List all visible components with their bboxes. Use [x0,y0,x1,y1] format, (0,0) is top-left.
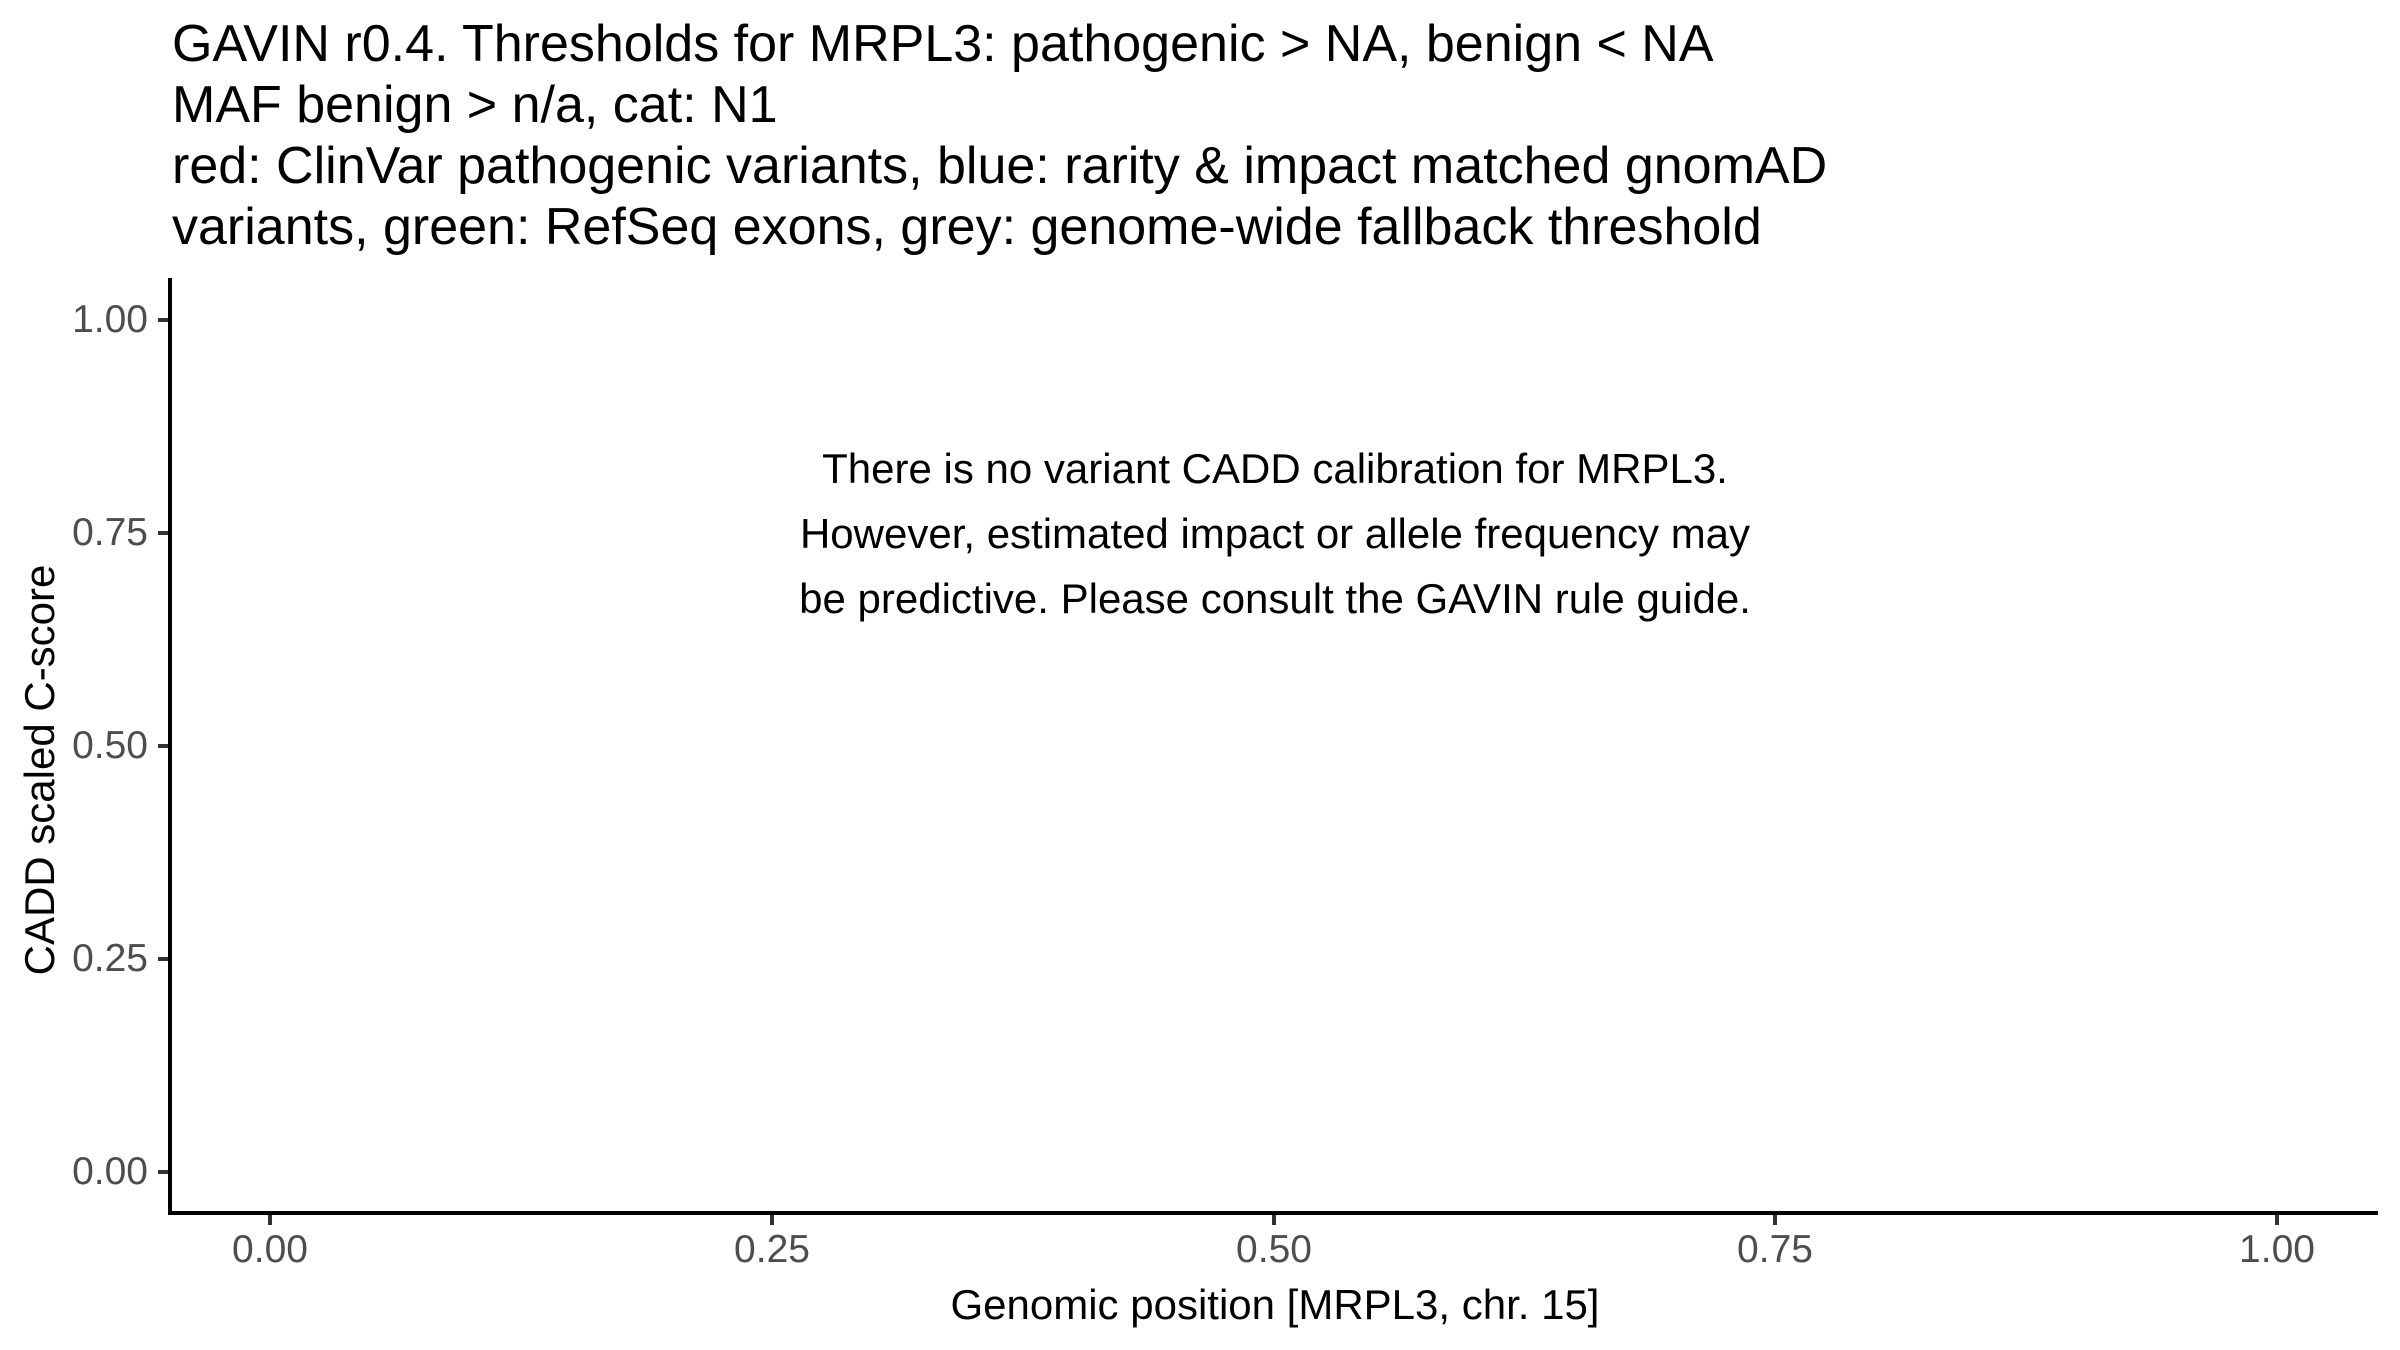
x-tick-label-0.75: 0.75 [1737,1228,1813,1271]
no-calibration-annotation [170,436,2380,631]
annotation-line-2: However, estimated impact or allele frequency may [799,510,1751,557]
annotation-line-1: There is no variant CADD calibration for MRPL3. [822,445,1728,492]
x-tick-mark-0.00 [268,1215,272,1225]
y-tick-mark-0.75 [158,531,168,535]
y-tick-label-1.00: 1.00 [72,298,148,341]
plot-title-line-3: red: ClinVar pathogenic variants, blue: rarity & impact matched gnomAD [172,137,1828,195]
y-tick-label-0.25: 0.25 [72,937,148,980]
plot-panel [170,278,2378,1213]
y-tick-label-0.75: 0.75 [72,511,148,554]
plot-title-line-2: MAF benign > n/a, cat: N1 [172,76,778,134]
x-tick-label-0.25: 0.25 [734,1228,810,1271]
x-tick-label-0.50: 0.50 [1236,1228,1312,1271]
y-tick-mark-0.00 [158,1170,168,1174]
y-tick-mark-0.50 [158,744,168,748]
x-tick-mark-1.00 [2275,1215,2279,1225]
x-tick-label-1.00: 1.00 [2239,1228,2315,1271]
x-tick-label-0.00: 0.00 [232,1228,308,1271]
plot-title-line-1: GAVIN r0.4. Thresholds for MRPL3: pathogenic > NA, benign < NA [172,15,1714,73]
y-tick-mark-1.00 [158,318,168,322]
x-axis-title: Genomic position [MRPL3, chr. 15] [950,1281,1600,1328]
y-tick-mark-0.25 [158,957,168,961]
y-tick-label-0.00: 0.00 [72,1150,148,1193]
x-tick-mark-0.25 [770,1215,774,1225]
y-tick-label-0.50: 0.50 [72,724,148,767]
annotation-line-3: be predictive. Please consult the GAVIN rule guide. [799,575,1751,622]
plot-title-line-4: variants, green: RefSeq exons, grey: genome-wide fallback threshold [172,198,1762,256]
x-tick-mark-0.50 [1272,1215,1276,1225]
x-tick-mark-0.75 [1773,1215,1777,1225]
plot-title [172,14,1827,258]
y-axis-line [168,278,172,1215]
y-axis-title: CADD scaled C-score [16,564,63,976]
